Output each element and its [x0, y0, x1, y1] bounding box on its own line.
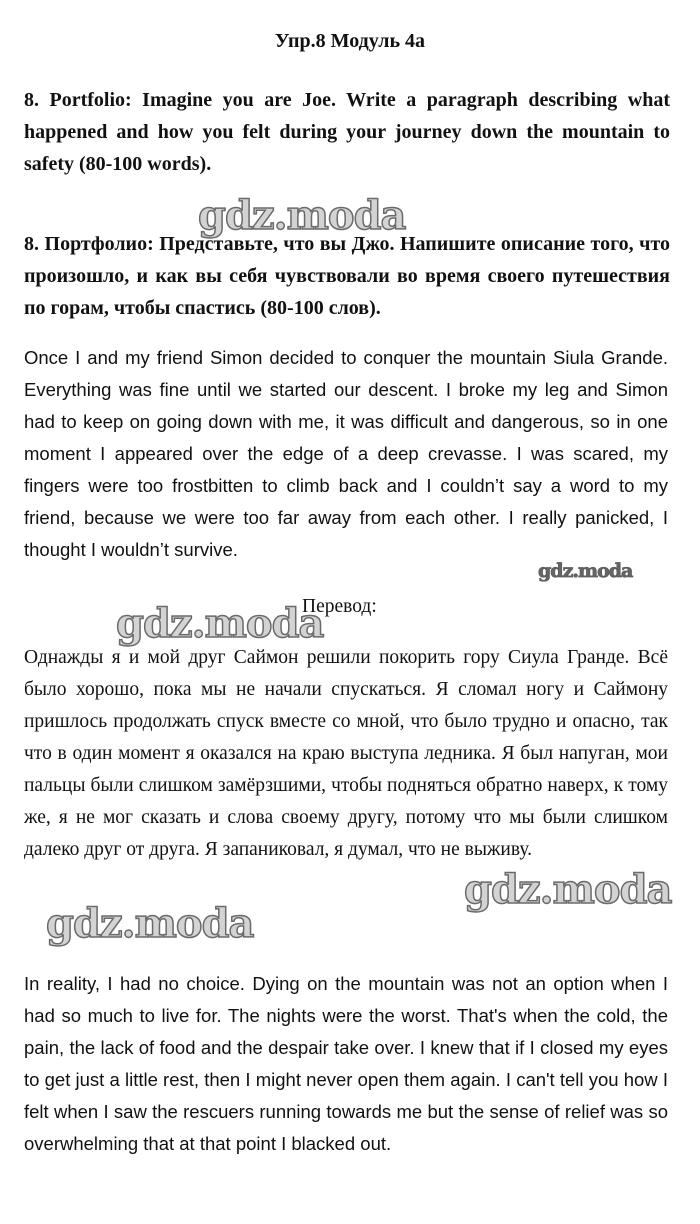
page-title: Упр.8 Модуль 4а — [274, 30, 426, 52]
watermark: gdz.moda — [538, 560, 633, 582]
task-russian: 8. Портфолио: Представьте, что вы Джо. Напишите описание того, что произошло, и как вы себя чувствовали во время своего путешествия по горам, чтобы спастись (80-100 слов). — [24, 233, 670, 319]
watermark: gdz.moda — [116, 600, 324, 647]
task-english: 8. Portfolio: Imagine you are Joe. Write a paragraph describing what happened and how you felt during your journey down the mountain to safety (80-100 words). — [24, 89, 670, 175]
answer-english-paragraph-2: In reality, I had no choice. Dying on the mountain was not an option when I had so much to live for. The nights were the worst. That's when the cold, the pain, the lack of food and the despair take over. I knew that if I closed my eyes to get just a little rest, then I might never open them again. I can't tell you how I felt when I saw the rescuers running towards me but the sense of relief was so overwhelming that at that point I blacked out. — [24, 973, 668, 1154]
watermark: gdz.moda — [198, 192, 406, 239]
watermark: gdz.moda — [46, 900, 254, 947]
answer-russian-paragraph: Однажды я и мой друг Саймон решили покорить гору Сиула Гранде. Всё было хорошо, пока мы не начали спускаться. Я сломал ногу и Саймону пришлось продолжать спуск вместе со мной, что было трудно и опасно, так что в один момент я оказался на краю выступа ледника. Я был напуган, мои пальцы были слишком замёрзшими, чтобы подняться обратно наверх, к тому же, я не мог сказать и слова своему другу, потому что мы были слишком далеко друг от друга. Я запаниковал, я думал, что не выживу. — [24, 647, 668, 860]
answer-english-paragraph: Once I and my friend Simon decided to conquer the mountain Siula Grande. Everything was fine until we started our descent. I broke my leg and Simon had to keep on going down with me, it was difficult and dangerous, so in one moment I appeared over the edge of a deep crevasse. I was scared, my fingers were too frostbitten to climb back and I couldn’t say a word to my friend, because we were too far away from each other. I really panicked, I thought I wouldn’t survive. — [24, 347, 668, 560]
translation-label: Перевод: — [302, 596, 377, 617]
watermark: gdz.moda — [464, 866, 672, 913]
